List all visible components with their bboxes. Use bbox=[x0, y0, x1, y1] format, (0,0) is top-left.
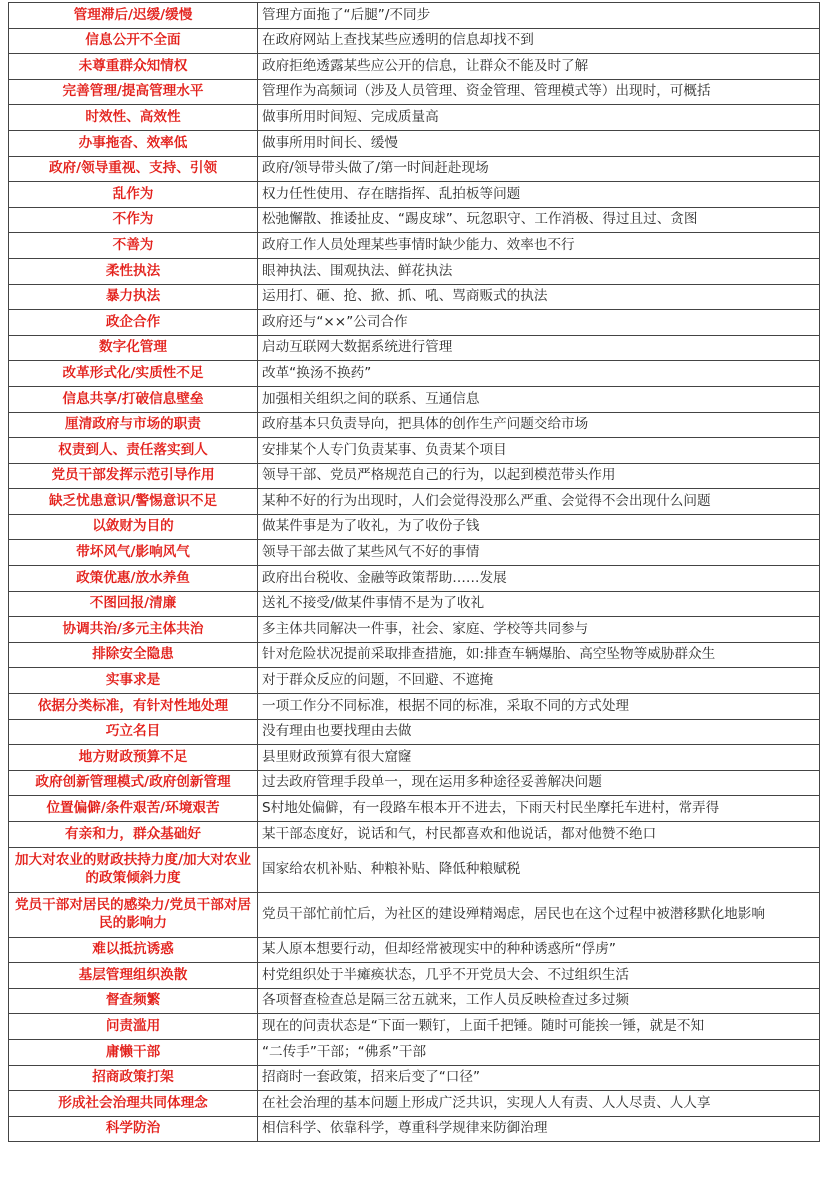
term-cell: 问责滥用 bbox=[9, 1014, 258, 1040]
definition-cell: 各项督查检查总是隔三岔五就来，工作人员反映检查过多过频 bbox=[258, 988, 820, 1014]
term-cell: 难以抵抗诱惑 bbox=[9, 937, 258, 963]
term-cell: 政策优惠/放水养鱼 bbox=[9, 566, 258, 592]
definition-cell: 某种不好的行为出现时，人们会觉得没那么严重、会觉得不会出现什么问题 bbox=[258, 489, 820, 515]
definition-cell: 国家给农机补贴、种粮补贴、降低种粮赋税 bbox=[258, 847, 820, 892]
table-row bbox=[9, 3, 820, 29]
term-cell: 位置偏僻/条件艰苦/环境艰苦 bbox=[9, 796, 258, 822]
term-cell: 数字化管理 bbox=[9, 335, 258, 361]
definition-cell: 现在的问责状态是“下面一颗钉，上面千把锤。随时可能挨一锤，就是不知 bbox=[258, 1014, 820, 1040]
table-row bbox=[9, 361, 820, 387]
definition-cell: 对于群众反应的问题，不回避、不遮掩 bbox=[258, 668, 820, 694]
definition-cell: 政府基本只负责导向，把具体的创作生产问题交给市场 bbox=[258, 412, 820, 438]
table-row bbox=[9, 463, 820, 489]
term-cell: 政企合作 bbox=[9, 310, 258, 336]
definition-cell: 做某件事是为了收礼，为了收份子钱 bbox=[258, 514, 820, 540]
term-cell: 改革形式化/实质性不足 bbox=[9, 361, 258, 387]
term-cell: 未尊重群众知情权 bbox=[9, 54, 258, 80]
definition-cell: 多主体共同解决一件事，社会、家庭、学校等共同参与 bbox=[258, 617, 820, 643]
term-cell: 招商政策打架 bbox=[9, 1065, 258, 1091]
table-row bbox=[9, 988, 820, 1014]
table-row bbox=[9, 412, 820, 438]
table-row bbox=[9, 105, 820, 131]
table-row bbox=[9, 310, 820, 336]
term-cell: 暴力执法 bbox=[9, 284, 258, 310]
table-row bbox=[9, 514, 820, 540]
definition-cell: 政府/领导带头做了/第一时间赶赴现场 bbox=[258, 156, 820, 182]
term-cell: 柔性执法 bbox=[9, 258, 258, 284]
term-cell: 协调共治/多元主体共治 bbox=[9, 617, 258, 643]
term-cell: 加大对农业的财政扶持力度/加大对农业的政策倾斜力度 bbox=[9, 847, 258, 892]
glossary-table-body bbox=[9, 3, 820, 1142]
table-row bbox=[9, 591, 820, 617]
table-row bbox=[9, 1014, 820, 1040]
table-row bbox=[9, 1116, 820, 1142]
definition-cell: 一项工作分不同标准，根据不同的标准，采取不同的方式处理 bbox=[258, 694, 820, 720]
definition-cell: 村党组织处于半瘫痪状态，几乎不开党员大会、不过组织生活 bbox=[258, 963, 820, 989]
definition-cell: 安排某个人专门负责某事、负责某个项目 bbox=[258, 438, 820, 464]
table-row bbox=[9, 130, 820, 156]
definition-cell: 眼神执法、围观执法、鲜花执法 bbox=[258, 258, 820, 284]
table-row bbox=[9, 258, 820, 284]
term-cell: 形成社会治理共同体理念 bbox=[9, 1091, 258, 1117]
definition-cell: 启动互联网大数据系统进行管理 bbox=[258, 335, 820, 361]
definition-cell: 某人原本想要行动，但却经常被现实中的种种诱惑所“俘虏” bbox=[258, 937, 820, 963]
term-cell: 地方财政预算不足 bbox=[9, 745, 258, 771]
table-row bbox=[9, 694, 820, 720]
table-row bbox=[9, 822, 820, 848]
term-cell: 党员干部对居民的感染力/党员干部对居民的影响力 bbox=[9, 892, 258, 937]
definition-cell: 政府出台税收、金融等政策帮助……发展 bbox=[258, 566, 820, 592]
definition-cell: 松弛懈散、推诿扯皮、“踢皮球”、玩忽职守、工作消极、得过且过、贪图 bbox=[258, 207, 820, 233]
term-cell: 管理滞后/迟缓/缓慢 bbox=[9, 3, 258, 29]
table-row bbox=[9, 847, 820, 892]
definition-cell: 招商时一套政策，招来后变了“口径” bbox=[258, 1065, 820, 1091]
term-cell: 完善管理/提高管理水平 bbox=[9, 79, 258, 105]
definition-cell: 领导干部去做了某些风气不好的事情 bbox=[258, 540, 820, 566]
table-row bbox=[9, 79, 820, 105]
term-cell: 党员干部发挥示范引导作用 bbox=[9, 463, 258, 489]
definition-cell: 某干部态度好，说话和气，村民都喜欢和他说话，都对他赞不绝口 bbox=[258, 822, 820, 848]
definition-cell: 党员干部忙前忙后，为社区的建设殚精竭虑，居民也在这个过程中被潜移默化地影响 bbox=[258, 892, 820, 937]
definition-cell: 在政府网站上查找某些应透明的信息却找不到 bbox=[258, 28, 820, 54]
table-row bbox=[9, 540, 820, 566]
table-row bbox=[9, 1039, 820, 1065]
definition-cell: 加强相关组织之间的联系、互通信息 bbox=[258, 386, 820, 412]
table-row bbox=[9, 28, 820, 54]
table-row bbox=[9, 156, 820, 182]
table-row bbox=[9, 233, 820, 259]
table-row bbox=[9, 566, 820, 592]
term-cell: 时效性、高效性 bbox=[9, 105, 258, 131]
definition-cell: 改革“换汤不换药” bbox=[258, 361, 820, 387]
term-cell: 以敛财为目的 bbox=[9, 514, 258, 540]
term-cell: 厘清政府与市场的职责 bbox=[9, 412, 258, 438]
table-row bbox=[9, 1091, 820, 1117]
term-cell: 政府/领导重视、支持、引领 bbox=[9, 156, 258, 182]
table-row bbox=[9, 719, 820, 745]
term-cell: 政府创新管理模式/政府创新管理 bbox=[9, 770, 258, 796]
table-row bbox=[9, 642, 820, 668]
definition-cell: S村地处偏僻，有一段路车根本开不进去，下雨天村民坐摩托车进村，常弄得 bbox=[258, 796, 820, 822]
term-cell: 不图回报/清廉 bbox=[9, 591, 258, 617]
definition-cell: 没有理由也要找理由去做 bbox=[258, 719, 820, 745]
table-row bbox=[9, 284, 820, 310]
term-cell: 庸懒干部 bbox=[9, 1039, 258, 1065]
term-cell: 依据分类标准，有针对性地处理 bbox=[9, 694, 258, 720]
table-row bbox=[9, 438, 820, 464]
term-cell: 不作为 bbox=[9, 207, 258, 233]
table-row bbox=[9, 207, 820, 233]
definition-cell: 送礼不接受/做某件事情不是为了收礼 bbox=[258, 591, 820, 617]
term-cell: 乱作为 bbox=[9, 182, 258, 208]
table-row bbox=[9, 892, 820, 937]
term-cell: 督查频繁 bbox=[9, 988, 258, 1014]
term-cell: 排除安全隐患 bbox=[9, 642, 258, 668]
definition-cell: 权力任性使用、存在瞎指挥、乱拍板等问题 bbox=[258, 182, 820, 208]
table-row bbox=[9, 386, 820, 412]
table-row bbox=[9, 796, 820, 822]
term-cell: 有亲和力，群众基础好 bbox=[9, 822, 258, 848]
table-row bbox=[9, 770, 820, 796]
definition-cell: 针对危险状况提前采取排查措施，如:排查车辆爆胎、高空坠物等威胁群众生 bbox=[258, 642, 820, 668]
table-row bbox=[9, 489, 820, 515]
term-cell: 缺乏忧患意识/警惕意识不足 bbox=[9, 489, 258, 515]
definition-cell: 管理方面拖了“后腿”/不同步 bbox=[258, 3, 820, 29]
definition-cell: 在社会治理的基本问题上形成广泛共识，实现人人有责、人人尽责、人人享 bbox=[258, 1091, 820, 1117]
definition-cell: 运用打、砸、抢、掀、抓、吼、骂商贩式的执法 bbox=[258, 284, 820, 310]
table-row bbox=[9, 963, 820, 989]
definition-cell: 政府工作人员处理某些事情时缺少能力、效率也不行 bbox=[258, 233, 820, 259]
term-cell: 实事求是 bbox=[9, 668, 258, 694]
definition-cell: 过去政府管理手段单一，现在运用多种途径妥善解决问题 bbox=[258, 770, 820, 796]
definition-cell: “二传手”干部；“佛系”干部 bbox=[258, 1039, 820, 1065]
term-cell: 巧立名目 bbox=[9, 719, 258, 745]
definition-cell: 做事所用时间短、完成质量高 bbox=[258, 105, 820, 131]
table-row bbox=[9, 937, 820, 963]
definition-cell: 管理作为高频词（涉及人员管理、资金管理、管理模式等）出现时，可概括 bbox=[258, 79, 820, 105]
term-cell: 基层管理组织涣散 bbox=[9, 963, 258, 989]
term-cell: 权责到人、责任落实到人 bbox=[9, 438, 258, 464]
term-cell: 带坏风气/影响风气 bbox=[9, 540, 258, 566]
term-cell: 办事拖沓、效率低 bbox=[9, 130, 258, 156]
term-cell: 科学防治 bbox=[9, 1116, 258, 1142]
glossary-table-container bbox=[8, 2, 824, 1142]
term-cell: 不善为 bbox=[9, 233, 258, 259]
table-row bbox=[9, 54, 820, 80]
definition-cell: 做事所用时间长、缓慢 bbox=[258, 130, 820, 156]
table-row bbox=[9, 1065, 820, 1091]
table-row bbox=[9, 182, 820, 208]
term-cell: 信息公开不全面 bbox=[9, 28, 258, 54]
table-row bbox=[9, 668, 820, 694]
definition-cell: 领导干部、党员严格规范自己的行为，以起到模范带头作用 bbox=[258, 463, 820, 489]
definition-cell: 政府还与“××”公司合作 bbox=[258, 310, 820, 336]
table-row bbox=[9, 335, 820, 361]
table-row bbox=[9, 617, 820, 643]
definition-cell: 县里财政预算有很大窟窿 bbox=[258, 745, 820, 771]
glossary-table bbox=[8, 2, 820, 1142]
term-cell: 信息共享/打破信息壁垒 bbox=[9, 386, 258, 412]
table-row bbox=[9, 745, 820, 771]
definition-cell: 政府拒绝透露某些应公开的信息，让群众不能及时了解 bbox=[258, 54, 820, 80]
definition-cell: 相信科学、依靠科学，尊重科学规律来防御治理 bbox=[258, 1116, 820, 1142]
